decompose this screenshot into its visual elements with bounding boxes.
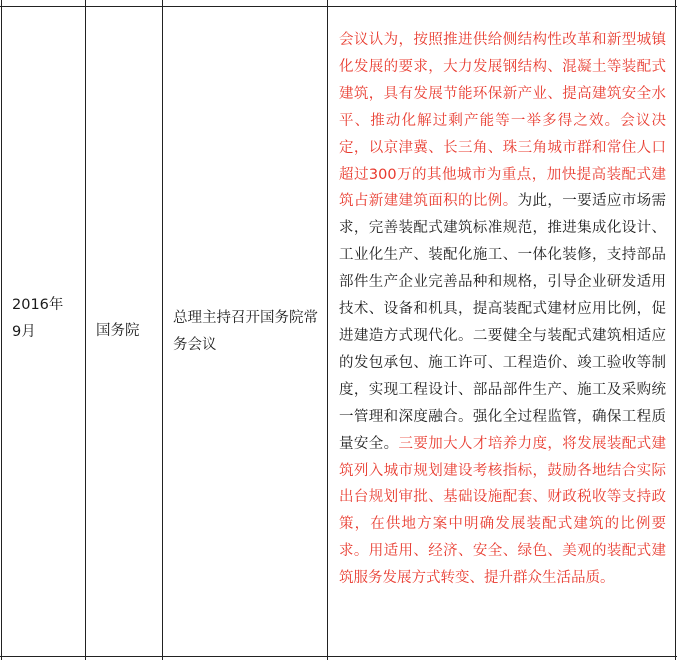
content-segment-2: 为此，一要适应市场需求，完善装配式建筑标准规范，推进集成化设计、工业化生产、装配化施工、一体化装修，支持部品部件生产企业完善品种和规格，引导企业研发适用技术、设备和机具，提高装配式建材应用比例，促进建造方式现代化。二要健全与装配式建筑相适应的发包承包、施工许可、工程造价、竣工验收等制度，实现工程设计、部品部件生产、施工及采购统一管理和深度融合。强化全过程监管，确保工程质量安全。 — [339, 193, 667, 452]
date-cell: 2016年9月 — [12, 297, 64, 340]
col-divider-3 — [327, 0, 328, 660]
department-cell: 国务院 — [96, 323, 140, 339]
table-top-border — [0, 6, 677, 7]
col-divider-4 — [675, 0, 676, 660]
content-segment-3: 三要加大人才培养力度，将发展装配式建筑列入城市规划建设考核指标，鼓励各地结合实际出台规划审批、基础设施配套、财政税收等支持政策，在供地方案中明确发展装配式建筑的比例要求。用适用、经济、安全、绿色、美观的装配式建筑服务发展方式转变、提升群众生活品质。 — [339, 435, 667, 587]
table-bottom-border — [0, 656, 677, 657]
col-divider-0 — [1, 0, 2, 660]
col-divider-2 — [162, 0, 163, 660]
col-divider-1 — [85, 0, 86, 660]
content-cell — [339, 27, 666, 592]
content-segment-1: 会议认为，按照推进供给侧结构性改革和新型城镇化发展的要求，大力发展钢结构、混凝土等装配式建筑，具有发展节能环保新产业、提高建筑安全水平、推动化解过剩产能等一举多得之效。会议决定，以京津冀、长三角、珠三角城市群和常住人口超过300万的其他城市为重点，加快提高装配式建筑占新建建筑面积的比例。 — [339, 32, 666, 210]
event-cell: 总理主持召开国务院常务会议 — [173, 310, 318, 353]
